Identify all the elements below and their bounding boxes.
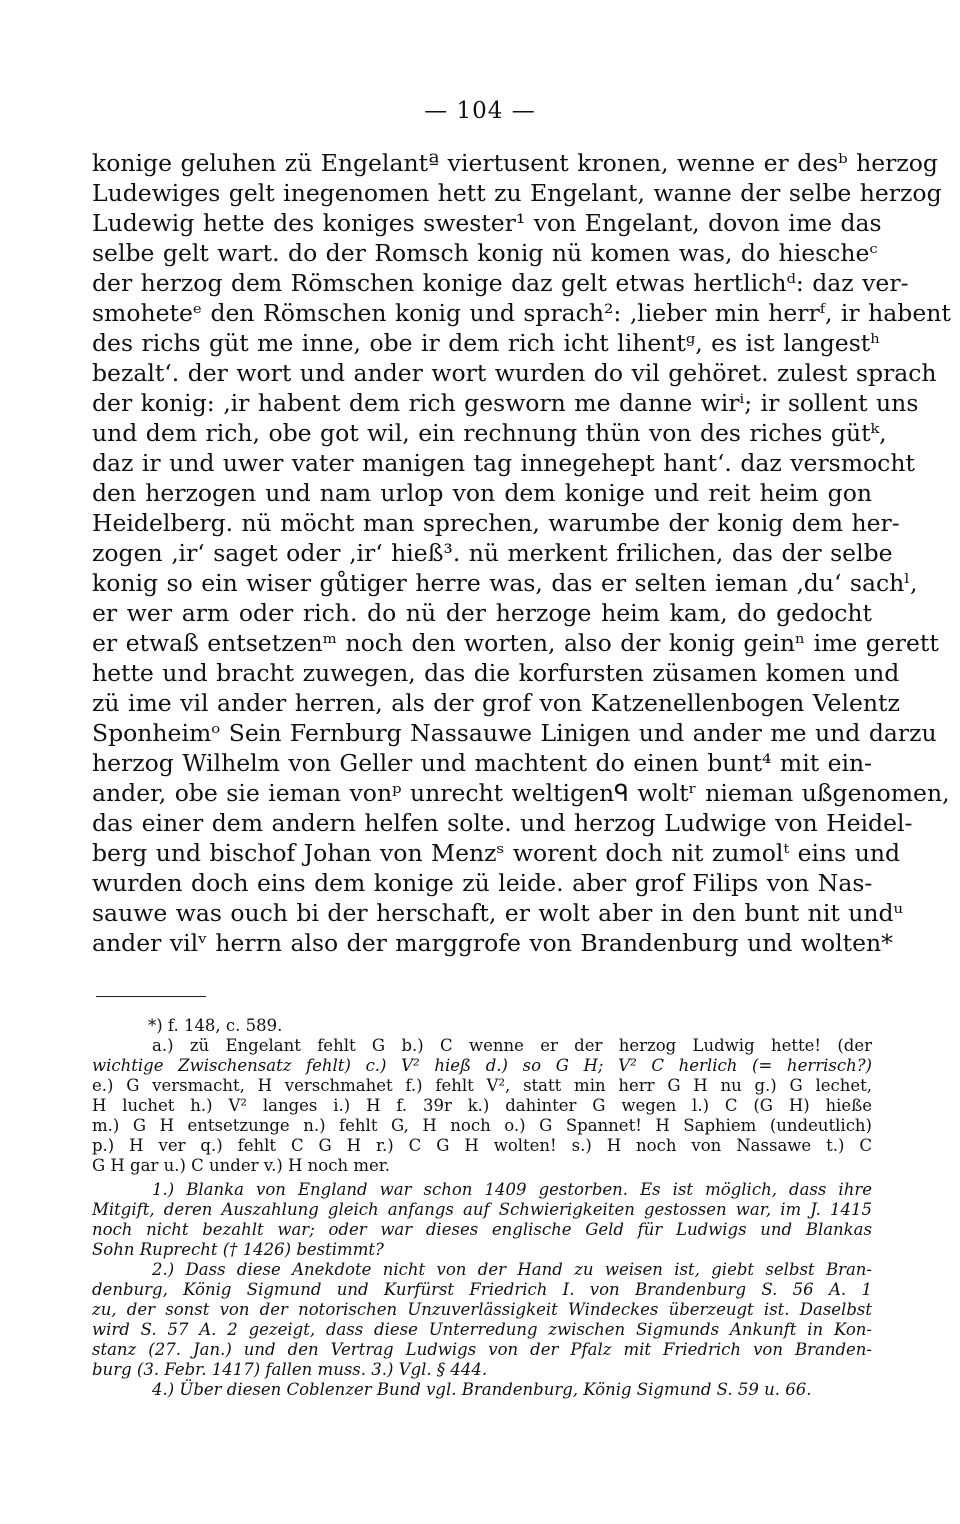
text-line: Ludewiges gelt inegenomen hett zu Engelant, wanne der selbe herzog bbox=[92, 179, 942, 207]
text-line: zogen ‚ir‘ saget oder ‚ir‘ hieß³. nü merkent frilichen, das der selbe bbox=[92, 539, 893, 567]
footnote-folio-line: *) f. 148, c. 589. bbox=[148, 1016, 283, 1035]
commentary-note-line: Mitgift, deren Auszahlung gleich anfangs auf Schwierigkeiten gestossen war, im J. 1415 bbox=[92, 1200, 872, 1219]
variant-note-line: a.) zü Engelant fehlt G b.) C wenne er der herzog Ludwig hette! (der bbox=[152, 1036, 872, 1055]
text-line: und dem rich, obe got wil, ein rechnung thün von des riches gütᵏ, bbox=[92, 419, 887, 447]
text-line: ander, obe sie ieman vonᵖ unrecht weltigenᑫ woltʳ nieman ußgenomen, bbox=[92, 779, 950, 807]
commentary-notes bbox=[92, 1180, 872, 1400]
page-number: — 104 — bbox=[424, 98, 536, 124]
text-line: Sponheimᵒ Sein Fernburg Nassauwe Linigen und ander me und darzu bbox=[92, 719, 937, 747]
footnote-divider bbox=[96, 996, 206, 997]
variant-note-line: m.) G H entsetzunge n.) fehlt G, H noch o.) G Spannet! H Saphiem (undeutlich) bbox=[92, 1116, 872, 1135]
text-line: er etwaß entsetzenᵐ noch den worten, also der konig geinⁿ ime gerett bbox=[92, 629, 939, 657]
text-line: konige geluhen zü Engelantª viertusent kronen, wenne er desᵇ herzog bbox=[92, 149, 938, 177]
text-line: berg und bischof Johan von Menzˢ worent doch nit zumolᵗ eins und bbox=[92, 839, 901, 867]
text-line: konig so ein wiser gůtiger herre was, das er selten ieman ‚du‘ sachˡ, bbox=[92, 569, 918, 597]
text-line: selbe gelt wart. do der Romsch konig nü komen was, do hiescheᶜ bbox=[92, 239, 878, 267]
text-line: ander vilᵛ herrn also der marggrofe von Brandenburg und wolten* bbox=[92, 929, 893, 957]
text-line: er wer arm oder rich. do nü der herzoge heim kam, do gedocht bbox=[92, 599, 872, 627]
text-line: das einer dem andern helfen solte. und herzog Ludwige von Heidel- bbox=[92, 809, 913, 837]
text-line: Heidelberg. nü möcht man sprechen, warumbe der konig dem her- bbox=[92, 509, 900, 537]
variant-note-line: p.) H ver q.) fehlt C G H r.) C G H wolten! s.) H noch von Nassawe t.) C bbox=[92, 1136, 872, 1155]
commentary-note-line: 2.) Dass diese Anekdote nicht von der Hand zu weisen ist, giebt selbst Bran- bbox=[152, 1260, 872, 1279]
text-line: den herzogen und nam urlop von dem konige und reit heim gon bbox=[92, 479, 872, 507]
variant-note-line: wichtige Zwischensatz fehlt) c.) V² hieß d.) so G H; V² C herlich (= herrisch?) bbox=[92, 1056, 872, 1075]
variant-note-line: H luchet h.) V² langes i.) H f. 39r k.) dahinter G wegen l.) C (G H) hieße bbox=[92, 1096, 872, 1115]
text-line: smoheteᵉ den Römschen konig und sprach²: ‚lieber min herrᶠ, ir habent bbox=[92, 299, 951, 327]
text-line: bezalt‘. der wort und ander wort wurden do vil gehöret. zulest sprach bbox=[92, 359, 937, 387]
text-line: Ludewig hette des koniges swester¹ von Engelant, dovon ime das bbox=[92, 209, 882, 237]
commentary-note-line: 4.) Über diesen Coblenzer Bund vgl. Brandenburg, König Sigmund S. 59 u. 66. bbox=[152, 1380, 812, 1399]
footnotes bbox=[92, 1016, 872, 1400]
text-line: des richs güt me inne, obe ir dem rich icht lihentᵍ, es ist langestʰ bbox=[92, 329, 881, 357]
text-line: herzog Wilhelm von Geller und machtent do einen bunt⁴ mit ein- bbox=[92, 749, 873, 777]
text-line: hette und bracht zuwegen, das die korfursten züsamen komen und bbox=[92, 659, 900, 687]
text-line: wurden doch eins dem konige zü leide. aber grof Filips von Nas- bbox=[92, 869, 873, 897]
text-line: der herzog dem Römschen konige daz gelt etwas hertlichᵈ: daz ver- bbox=[92, 269, 909, 297]
text-line: der konig: ‚ir habent dem rich gesworn me danne wirⁱ; ir sollent uns bbox=[92, 389, 919, 417]
commentary-note-line: denburg, König Sigmund und Kurfürst Friedrich I. von Brandenburg S. 56 A. 1 bbox=[92, 1280, 872, 1299]
main-text bbox=[92, 148, 951, 958]
commentary-note-line: zu, der sonst von der notorischen Unzuverlässigkeit Windeckes überzeugt ist. Daselbst bbox=[92, 1300, 872, 1319]
variant-note-line: G H gar u.) C under v.) H noch mer. bbox=[92, 1156, 391, 1175]
commentary-note-line: 1.) Blanka von England war schon 1409 gestorben. Es ist möglich, dass ihre bbox=[152, 1180, 872, 1199]
commentary-note-line: burg (3. Febr. 1417) fallen muss. 3.) Vgl. § 444. bbox=[92, 1360, 488, 1379]
variant-note-line: e.) G versmacht, H verschmahet f.) fehlt V², statt min herr G H nu g.) G lechet, bbox=[92, 1076, 872, 1095]
commentary-note-line: noch nicht bezahlt war; oder war dieses englische Geld für Ludwigs und Blankas bbox=[92, 1220, 872, 1239]
commentary-note-line: stanz (27. Jan.) und den Vertrag Ludwigs von der Pfalz mit Friedrich von Branden- bbox=[92, 1340, 872, 1359]
commentary-note-line: Sohn Ruprecht († 1426) bestimmt? bbox=[92, 1240, 384, 1259]
commentary-note-line: wird S. 57 A. 2 gezeigt, dass diese Unterredung zwischen Sigmunds Ankunft in Kon- bbox=[92, 1320, 872, 1339]
text-line: sauwe was ouch bi der herschaft, er wolt aber in den bunt nit undᵘ bbox=[92, 899, 903, 927]
text-line: daz ir und uwer vater manigen tag innegehept hant‘. daz versmocht bbox=[92, 449, 915, 477]
text-line: zü ime vil ander herren, als der grof von Katzenellenbogen Velentz bbox=[92, 689, 900, 717]
